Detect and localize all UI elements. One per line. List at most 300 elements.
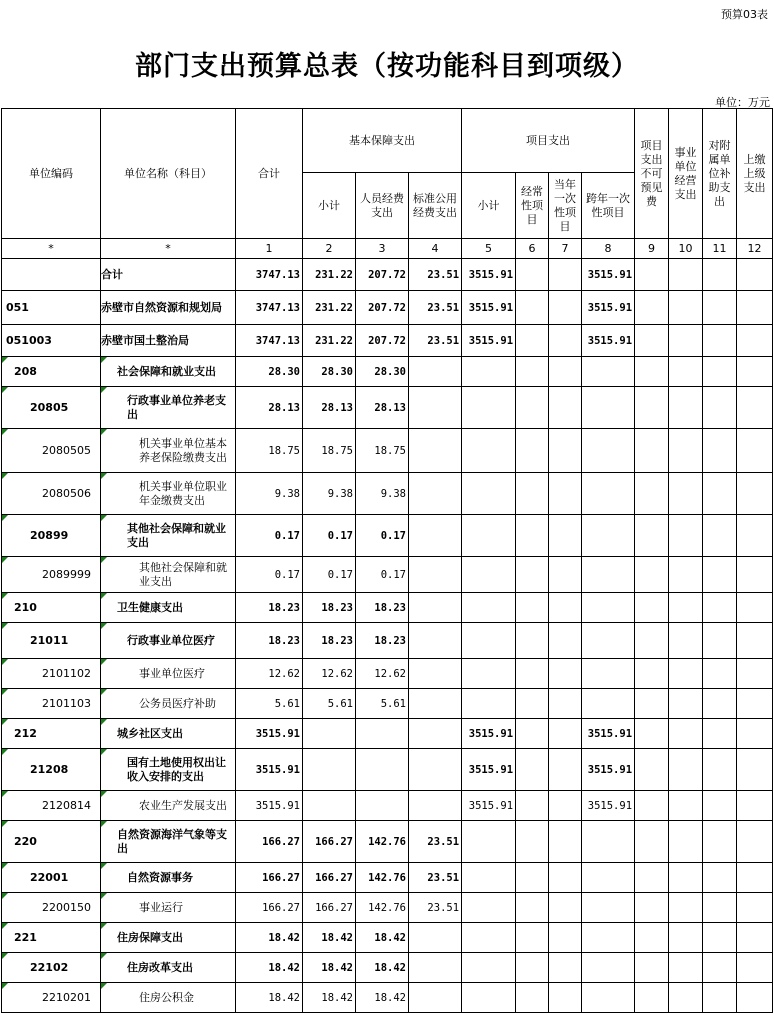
table-row bbox=[2, 325, 773, 357]
row-value: 18.42 bbox=[236, 983, 303, 1013]
row-value: 18.23 bbox=[236, 593, 303, 623]
row-value bbox=[549, 557, 582, 593]
row-code: 220 bbox=[2, 821, 101, 863]
row-value bbox=[703, 791, 737, 821]
row-value bbox=[356, 791, 409, 821]
row-code: 21011 bbox=[2, 623, 101, 659]
row-value: 166.27 bbox=[303, 893, 356, 923]
row-value: 3515.91 bbox=[236, 749, 303, 791]
row-value bbox=[549, 659, 582, 689]
row-value bbox=[409, 923, 462, 953]
row-value bbox=[356, 749, 409, 791]
header-basic: 基本保障支出 bbox=[303, 109, 462, 173]
row-value bbox=[409, 387, 462, 429]
row-value: 166.27 bbox=[236, 821, 303, 863]
header-business: 事业单位经营支出 bbox=[669, 109, 703, 239]
row-value bbox=[516, 259, 549, 291]
row-value: 23.51 bbox=[409, 821, 462, 863]
row-value bbox=[635, 791, 669, 821]
row-value bbox=[635, 259, 669, 291]
row-value bbox=[635, 291, 669, 325]
row-value bbox=[669, 749, 703, 791]
budget-table bbox=[1, 108, 773, 1013]
row-value: 0.17 bbox=[236, 557, 303, 593]
row-code: 22001 bbox=[2, 863, 101, 893]
row-value bbox=[703, 259, 737, 291]
row-value bbox=[409, 429, 462, 473]
row-code: 2210201 bbox=[2, 983, 101, 1013]
row-name: 农业生产发展支出 bbox=[101, 791, 236, 821]
table-row bbox=[2, 719, 773, 749]
header-basic-subtotal: 小计 bbox=[303, 173, 356, 239]
row-value bbox=[737, 953, 773, 983]
row-value bbox=[582, 983, 635, 1013]
row-value bbox=[737, 623, 773, 659]
row-value: 12.62 bbox=[303, 659, 356, 689]
row-value bbox=[669, 953, 703, 983]
row-value bbox=[703, 953, 737, 983]
row-name: 合计 bbox=[101, 259, 236, 291]
row-value bbox=[703, 623, 737, 659]
header-unforeseen: 项目支出不可预见费 bbox=[635, 109, 669, 239]
column-index-cell: 10 bbox=[669, 239, 703, 259]
row-value bbox=[516, 923, 549, 953]
row-value: 18.42 bbox=[356, 953, 409, 983]
row-value: 12.62 bbox=[356, 659, 409, 689]
row-value bbox=[549, 357, 582, 387]
row-value bbox=[462, 689, 516, 719]
row-value bbox=[737, 659, 773, 689]
row-value bbox=[516, 623, 549, 659]
row-value: 3747.13 bbox=[236, 325, 303, 357]
row-value bbox=[516, 821, 549, 863]
row-value bbox=[356, 719, 409, 749]
row-value bbox=[635, 689, 669, 719]
table-row bbox=[2, 557, 773, 593]
row-value bbox=[549, 893, 582, 923]
row-value: 231.22 bbox=[303, 259, 356, 291]
row-value bbox=[582, 863, 635, 893]
row-value bbox=[409, 749, 462, 791]
row-value bbox=[703, 821, 737, 863]
table-row bbox=[2, 749, 773, 791]
table-row bbox=[2, 953, 773, 983]
row-value bbox=[516, 719, 549, 749]
row-value: 23.51 bbox=[409, 863, 462, 893]
row-value bbox=[669, 791, 703, 821]
column-index-cell: 8 bbox=[582, 239, 635, 259]
row-value: 18.42 bbox=[303, 953, 356, 983]
row-code: 2101102 bbox=[2, 659, 101, 689]
row-value bbox=[669, 515, 703, 557]
row-value bbox=[462, 429, 516, 473]
row-value bbox=[549, 429, 582, 473]
row-value: 28.13 bbox=[303, 387, 356, 429]
row-value bbox=[669, 719, 703, 749]
row-value: 0.17 bbox=[356, 557, 409, 593]
row-value: 18.23 bbox=[356, 623, 409, 659]
row-value bbox=[703, 557, 737, 593]
row-value bbox=[516, 593, 549, 623]
row-value bbox=[462, 473, 516, 515]
row-value: 28.30 bbox=[303, 357, 356, 387]
row-value: 23.51 bbox=[409, 325, 462, 357]
row-code: 20899 bbox=[2, 515, 101, 557]
row-value bbox=[737, 719, 773, 749]
row-value bbox=[703, 387, 737, 429]
table-row bbox=[2, 863, 773, 893]
row-name: 公务员医疗补助 bbox=[101, 689, 236, 719]
row-value bbox=[635, 325, 669, 357]
header-total: 合计 bbox=[236, 109, 303, 239]
row-value: 166.27 bbox=[303, 821, 356, 863]
row-value bbox=[635, 429, 669, 473]
column-index-cell: 1 bbox=[236, 239, 303, 259]
row-code: 2120814 bbox=[2, 791, 101, 821]
row-value bbox=[462, 659, 516, 689]
row-value bbox=[582, 473, 635, 515]
header-project-subtotal: 小计 bbox=[462, 173, 516, 239]
form-tag: 预算03表 bbox=[721, 8, 768, 21]
row-value: 28.30 bbox=[356, 357, 409, 387]
row-value bbox=[669, 429, 703, 473]
row-value bbox=[737, 387, 773, 429]
row-value bbox=[462, 893, 516, 923]
row-value: 3515.91 bbox=[582, 719, 635, 749]
row-value bbox=[549, 791, 582, 821]
row-value bbox=[703, 429, 737, 473]
column-index-cell: 6 bbox=[516, 239, 549, 259]
row-value: 3515.91 bbox=[462, 749, 516, 791]
row-value bbox=[462, 953, 516, 983]
row-value bbox=[703, 923, 737, 953]
row-value bbox=[669, 357, 703, 387]
row-name: 卫生健康支出 bbox=[101, 593, 236, 623]
row-value bbox=[516, 557, 549, 593]
column-index-cell: * bbox=[101, 239, 236, 259]
row-value bbox=[635, 593, 669, 623]
header-subsidy: 对附属单位补助支出 bbox=[703, 109, 737, 239]
table-row bbox=[2, 357, 773, 387]
row-value bbox=[737, 557, 773, 593]
row-value bbox=[635, 923, 669, 953]
column-index-cell: 9 bbox=[635, 239, 669, 259]
row-value bbox=[409, 473, 462, 515]
row-value: 5.61 bbox=[303, 689, 356, 719]
row-value: 207.72 bbox=[356, 325, 409, 357]
row-value bbox=[703, 863, 737, 893]
row-code: 20805 bbox=[2, 387, 101, 429]
row-name: 住房公积金 bbox=[101, 983, 236, 1013]
row-value: 3515.91 bbox=[582, 749, 635, 791]
row-value: 28.13 bbox=[356, 387, 409, 429]
row-value bbox=[737, 325, 773, 357]
row-name: 其他社会保障和就业支出 bbox=[101, 515, 236, 557]
row-value: 18.42 bbox=[236, 953, 303, 983]
row-code: 221 bbox=[2, 923, 101, 953]
row-value: 18.42 bbox=[356, 983, 409, 1013]
row-value bbox=[669, 259, 703, 291]
row-value bbox=[703, 357, 737, 387]
row-value bbox=[737, 821, 773, 863]
row-name: 行政事业单位医疗 bbox=[101, 623, 236, 659]
row-value bbox=[635, 557, 669, 593]
row-value bbox=[737, 515, 773, 557]
row-value: 3515.91 bbox=[462, 291, 516, 325]
row-name: 自然资源事务 bbox=[101, 863, 236, 893]
row-code: 2101103 bbox=[2, 689, 101, 719]
row-value bbox=[549, 623, 582, 659]
row-code: 2080506 bbox=[2, 473, 101, 515]
row-value bbox=[462, 623, 516, 659]
row-value: 142.76 bbox=[356, 863, 409, 893]
row-value bbox=[582, 689, 635, 719]
row-value bbox=[669, 689, 703, 719]
row-value: 18.42 bbox=[303, 923, 356, 953]
row-value bbox=[462, 983, 516, 1013]
row-value bbox=[409, 953, 462, 983]
column-index-cell: * bbox=[2, 239, 101, 259]
row-value bbox=[703, 515, 737, 557]
column-index-cell: 12 bbox=[737, 239, 773, 259]
row-value bbox=[409, 659, 462, 689]
table-row bbox=[2, 593, 773, 623]
row-value: 3747.13 bbox=[236, 291, 303, 325]
row-value: 207.72 bbox=[356, 291, 409, 325]
row-value bbox=[635, 821, 669, 863]
row-value bbox=[303, 791, 356, 821]
row-code: 051003 bbox=[2, 325, 101, 357]
row-value: 18.42 bbox=[356, 923, 409, 953]
row-value: 9.38 bbox=[303, 473, 356, 515]
column-index-cell: 11 bbox=[703, 239, 737, 259]
row-value bbox=[669, 291, 703, 325]
row-value bbox=[582, 953, 635, 983]
column-index-cell: 7 bbox=[549, 239, 582, 259]
row-code: 212 bbox=[2, 719, 101, 749]
row-value bbox=[703, 473, 737, 515]
column-index-cell: 3 bbox=[356, 239, 409, 259]
header-project: 项目支出 bbox=[462, 109, 635, 173]
row-value: 12.62 bbox=[236, 659, 303, 689]
row-code: 2089999 bbox=[2, 557, 101, 593]
column-index-cell: 2 bbox=[303, 239, 356, 259]
row-value bbox=[462, 557, 516, 593]
row-name: 机关事业单位基本养老保险缴费支出 bbox=[101, 429, 236, 473]
row-value bbox=[703, 325, 737, 357]
row-value bbox=[703, 689, 737, 719]
row-value bbox=[516, 689, 549, 719]
row-value bbox=[635, 623, 669, 659]
row-value: 0.17 bbox=[236, 515, 303, 557]
row-value: 23.51 bbox=[409, 893, 462, 923]
row-value bbox=[669, 593, 703, 623]
row-value bbox=[462, 863, 516, 893]
row-value: 9.38 bbox=[236, 473, 303, 515]
row-value bbox=[669, 387, 703, 429]
row-value bbox=[516, 659, 549, 689]
row-value bbox=[549, 473, 582, 515]
unit-label: 单位：万元 bbox=[715, 96, 770, 109]
row-value bbox=[409, 719, 462, 749]
row-value: 18.23 bbox=[356, 593, 409, 623]
row-value bbox=[549, 983, 582, 1013]
row-value bbox=[516, 893, 549, 923]
row-value: 3515.91 bbox=[582, 791, 635, 821]
row-value: 28.13 bbox=[236, 387, 303, 429]
row-code bbox=[2, 259, 101, 291]
row-value bbox=[635, 473, 669, 515]
row-value: 18.42 bbox=[303, 983, 356, 1013]
row-name: 国有土地使用权出让收入安排的支出 bbox=[101, 749, 236, 791]
page-title: 部门支出预算总表（按功能科目到项级） bbox=[135, 51, 639, 82]
row-value bbox=[737, 893, 773, 923]
row-value bbox=[635, 749, 669, 791]
row-value bbox=[737, 473, 773, 515]
table-row bbox=[2, 923, 773, 953]
row-code: 21208 bbox=[2, 749, 101, 791]
row-value bbox=[582, 821, 635, 863]
table-row bbox=[2, 387, 773, 429]
header-code: 单位编码 bbox=[2, 109, 101, 239]
row-name: 赤壁市自然资源和规划局 bbox=[101, 291, 236, 325]
row-code: 22102 bbox=[2, 953, 101, 983]
header-name: 单位名称（科目） bbox=[101, 109, 236, 239]
row-value bbox=[737, 689, 773, 719]
row-value bbox=[582, 515, 635, 557]
row-value bbox=[669, 325, 703, 357]
row-value bbox=[516, 983, 549, 1013]
row-value bbox=[635, 893, 669, 923]
row-value bbox=[549, 923, 582, 953]
row-value bbox=[635, 515, 669, 557]
table-row bbox=[2, 659, 773, 689]
row-value: 3515.91 bbox=[582, 259, 635, 291]
header-remit: 上缴上级支出 bbox=[737, 109, 773, 239]
row-value: 18.75 bbox=[303, 429, 356, 473]
row-code: 2080505 bbox=[2, 429, 101, 473]
row-value: 23.51 bbox=[409, 291, 462, 325]
row-value bbox=[303, 749, 356, 791]
row-value: 0.17 bbox=[303, 515, 356, 557]
row-name: 自然资源海洋气象等支出 bbox=[101, 821, 236, 863]
row-code: 208 bbox=[2, 357, 101, 387]
row-name: 社会保障和就业支出 bbox=[101, 357, 236, 387]
row-value: 142.76 bbox=[356, 821, 409, 863]
row-value: 0.17 bbox=[356, 515, 409, 557]
row-name: 事业运行 bbox=[101, 893, 236, 923]
row-value: 5.61 bbox=[356, 689, 409, 719]
row-value: 18.23 bbox=[236, 623, 303, 659]
row-value bbox=[703, 719, 737, 749]
row-value bbox=[635, 953, 669, 983]
row-value bbox=[516, 291, 549, 325]
row-value bbox=[516, 387, 549, 429]
row-value bbox=[409, 623, 462, 659]
row-value bbox=[582, 593, 635, 623]
row-value bbox=[669, 821, 703, 863]
row-value bbox=[737, 259, 773, 291]
row-name: 住房保障支出 bbox=[101, 923, 236, 953]
table-row bbox=[2, 473, 773, 515]
row-value bbox=[409, 557, 462, 593]
row-value bbox=[516, 357, 549, 387]
row-value bbox=[635, 357, 669, 387]
row-value: 3515.91 bbox=[236, 791, 303, 821]
row-value bbox=[409, 357, 462, 387]
row-code: 210 bbox=[2, 593, 101, 623]
row-value: 3515.91 bbox=[462, 325, 516, 357]
row-value bbox=[549, 821, 582, 863]
row-value bbox=[582, 893, 635, 923]
header-personnel: 人员经费支出 bbox=[356, 173, 409, 239]
row-value bbox=[549, 387, 582, 429]
row-value bbox=[409, 791, 462, 821]
row-value bbox=[582, 429, 635, 473]
row-name: 城乡社区支出 bbox=[101, 719, 236, 749]
row-value bbox=[549, 593, 582, 623]
row-value: 166.27 bbox=[236, 893, 303, 923]
row-value bbox=[549, 689, 582, 719]
row-value bbox=[303, 719, 356, 749]
table-row bbox=[2, 515, 773, 557]
row-value: 0.17 bbox=[303, 557, 356, 593]
row-value bbox=[737, 923, 773, 953]
row-value bbox=[635, 387, 669, 429]
table-row bbox=[2, 689, 773, 719]
row-value bbox=[549, 325, 582, 357]
row-value bbox=[669, 983, 703, 1013]
row-name: 行政事业单位养老支出 bbox=[101, 387, 236, 429]
row-value bbox=[635, 863, 669, 893]
row-value bbox=[549, 953, 582, 983]
row-name: 其他社会保障和就业支出 bbox=[101, 557, 236, 593]
row-value bbox=[669, 863, 703, 893]
row-code: 051 bbox=[2, 291, 101, 325]
row-value bbox=[635, 719, 669, 749]
row-name: 赤壁市国土整治局 bbox=[101, 325, 236, 357]
row-value bbox=[635, 983, 669, 1013]
row-value bbox=[462, 387, 516, 429]
row-value bbox=[582, 923, 635, 953]
row-value bbox=[409, 689, 462, 719]
row-code: 2200150 bbox=[2, 893, 101, 923]
row-value: 5.61 bbox=[236, 689, 303, 719]
row-name: 机关事业单位职业年金缴费支出 bbox=[101, 473, 236, 515]
row-value: 3515.91 bbox=[582, 291, 635, 325]
row-value bbox=[703, 983, 737, 1013]
row-value: 28.30 bbox=[236, 357, 303, 387]
row-value bbox=[462, 593, 516, 623]
row-value bbox=[703, 593, 737, 623]
row-value bbox=[582, 623, 635, 659]
row-value bbox=[549, 719, 582, 749]
row-value bbox=[635, 659, 669, 689]
header-regular: 经常性项目 bbox=[516, 173, 549, 239]
row-value: 3515.91 bbox=[582, 325, 635, 357]
row-value bbox=[737, 429, 773, 473]
row-value bbox=[516, 325, 549, 357]
row-value: 207.72 bbox=[356, 259, 409, 291]
row-value bbox=[669, 623, 703, 659]
row-value: 9.38 bbox=[356, 473, 409, 515]
header-public: 标准公用经费支出 bbox=[409, 173, 462, 239]
row-value bbox=[703, 659, 737, 689]
row-value bbox=[703, 749, 737, 791]
row-value bbox=[737, 593, 773, 623]
row-value: 23.51 bbox=[409, 259, 462, 291]
row-value bbox=[669, 473, 703, 515]
